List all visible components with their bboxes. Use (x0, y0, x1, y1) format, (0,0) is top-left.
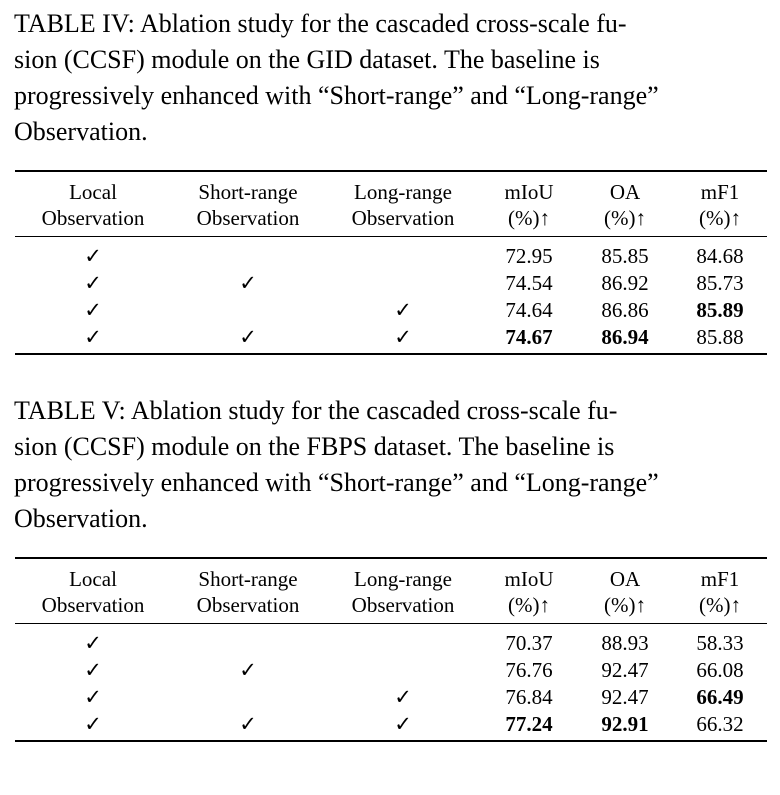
cell-miou-best: 77.24 (505, 712, 553, 736)
caption-line: TABLE V: Ablation study for the cascaded cross-scale fu- (14, 396, 618, 425)
cell-long-check (325, 624, 481, 658)
cell-short-check: ✓ (239, 658, 257, 682)
cell-mf1: 85.73 (696, 271, 744, 295)
cell-miou: 72.95 (505, 244, 553, 268)
caption-line: progressively enhanced with “Short-range” and “Long-range” (14, 468, 659, 497)
ablation-table-gid (15, 170, 767, 355)
cell-oa: 86.86 (601, 298, 649, 322)
cell-long-check: ✓ (394, 712, 412, 736)
cell-mf1-best: 85.89 (696, 298, 744, 322)
header-oa: OA (%)↑ (604, 180, 646, 230)
cell-short-check (171, 624, 325, 658)
table-row (15, 237, 767, 271)
table-caption (14, 393, 768, 537)
cell-long-check: ✓ (394, 298, 412, 322)
cell-short-check: ✓ (239, 271, 257, 295)
table-caption (14, 6, 768, 150)
cell-oa: 92.47 (601, 658, 649, 682)
cell-short-check: ✓ (239, 712, 257, 736)
caption-line: progressively enhanced with “Short-range” and “Long-range” (14, 81, 659, 110)
header-oa: OA (%)↑ (604, 567, 646, 617)
header-short-range-observation: Short-range Observation (196, 180, 300, 230)
cell-long-check: ✓ (394, 685, 412, 709)
table-row (15, 324, 767, 354)
header-long-range-observation: Long-range Observation (351, 567, 455, 617)
cell-short-check (171, 237, 325, 271)
cell-long-check: ✓ (394, 325, 412, 349)
cell-local-check: ✓ (84, 658, 102, 682)
cell-mf1: 66.32 (696, 712, 744, 736)
cell-oa-best: 86.94 (601, 325, 649, 349)
cell-short-check (171, 297, 325, 324)
table-header (15, 558, 767, 624)
header-long-range-observation: Long-range Observation (351, 180, 455, 230)
caption-line: Observation. (14, 117, 148, 146)
cell-oa: 88.93 (601, 631, 649, 655)
cell-oa: 92.47 (601, 685, 649, 709)
caption-line: sion (CCSF) module on the FBPS dataset. The baseline is (14, 432, 615, 461)
cell-mf1-best: 66.49 (696, 685, 744, 709)
header-mf1: mF1 (%)↑ (699, 567, 741, 617)
caption-line: Observation. (14, 504, 148, 533)
table-row (15, 270, 767, 297)
cell-long-check (325, 237, 481, 271)
table-row (15, 684, 767, 711)
cell-miou: 76.84 (505, 685, 553, 709)
header-miou: mIoU (%)↑ (504, 567, 554, 617)
cell-mf1: 66.08 (696, 658, 744, 682)
cell-local-check: ✓ (84, 325, 102, 349)
caption-line: TABLE IV: Ablation study for the cascaded cross-scale fu- (14, 9, 627, 38)
cell-mf1: 84.68 (696, 244, 744, 268)
cell-mf1: 85.88 (696, 325, 744, 349)
cell-short-check (171, 684, 325, 711)
cell-short-check: ✓ (239, 325, 257, 349)
ablation-table-fbps (15, 557, 767, 742)
cell-miou: 70.37 (505, 631, 553, 655)
cell-long-check (325, 657, 481, 684)
table-row (15, 711, 767, 741)
cell-miou: 74.54 (505, 271, 553, 295)
cell-oa: 85.85 (601, 244, 649, 268)
cell-miou: 74.64 (505, 298, 553, 322)
table-row (15, 297, 767, 324)
cell-miou-best: 74.67 (505, 325, 553, 349)
cell-oa-best: 92.91 (601, 712, 649, 736)
header-miou: mIoU (%)↑ (504, 180, 554, 230)
cell-mf1: 58.33 (696, 631, 744, 655)
cell-local-check: ✓ (84, 298, 102, 322)
cell-long-check (325, 270, 481, 297)
cell-miou: 76.76 (505, 658, 553, 682)
table-row (15, 624, 767, 658)
header-mf1: mF1 (%)↑ (699, 180, 741, 230)
header-local-observation: Local Observation (41, 180, 145, 230)
caption-line: sion (CCSF) module on the GID dataset. The baseline is (14, 45, 600, 74)
cell-local-check: ✓ (84, 685, 102, 709)
table-header (15, 171, 767, 237)
cell-local-check: ✓ (84, 631, 102, 655)
cell-oa: 86.92 (601, 271, 649, 295)
cell-local-check: ✓ (84, 712, 102, 736)
header-short-range-observation: Short-range Observation (196, 567, 300, 617)
cell-local-check: ✓ (84, 271, 102, 295)
cell-local-check: ✓ (84, 244, 102, 268)
table-row (15, 657, 767, 684)
header-local-observation: Local Observation (41, 567, 145, 617)
